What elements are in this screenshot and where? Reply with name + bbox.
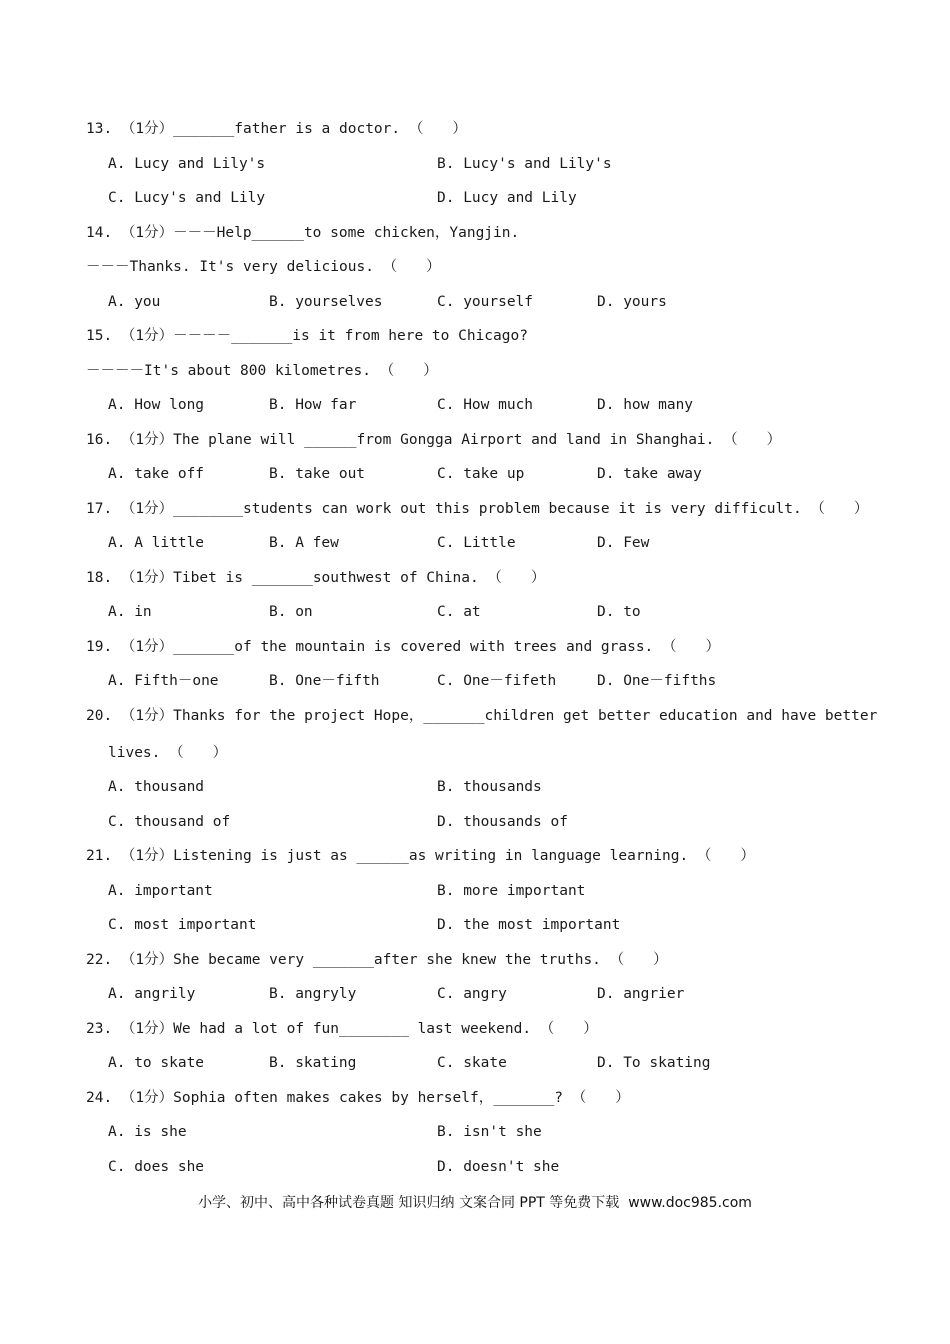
option-21-b: B. more important: [437, 883, 586, 899]
question-19: 19. （1分）_______of the mountain is covered with trees and grass. （ ）: [86, 639, 721, 655]
question-18: 18. （1分）Tibet is _______southwest of China. （ ）: [86, 570, 546, 586]
option-24-d: D. doesn't she: [437, 1159, 560, 1175]
option-19-a: A. Fifth－one: [108, 673, 219, 689]
option-13-a: A. Lucy and Lily's: [108, 156, 266, 172]
option-21-d: D. the most important: [437, 917, 621, 933]
option-16-c: C. take up: [437, 466, 525, 482]
option-22-a: A. angrily: [108, 986, 196, 1002]
option-19-c: C. One－fifeth: [437, 673, 557, 689]
option-17-a: A. A little: [108, 535, 205, 551]
question-22: 22. （1分）She became very _______after she knew the truths. （ ）: [86, 952, 668, 968]
question-13: 13. （1分）_______father is a doctor. （ ）: [86, 121, 467, 137]
option-20-c: C. thousand of: [108, 814, 231, 830]
option-22-c: C. angry: [437, 986, 507, 1002]
question-24: 24. （1分）Sophia often makes cakes by herself，_______? （ ）: [86, 1090, 630, 1106]
option-16-a: A. take off: [108, 466, 205, 482]
question-16: 16. （1分）The plane will ______from Gongga Airport and land in Shanghai. （ ）: [86, 432, 782, 448]
question-14-cont: －－－Thanks. It's very delicious. （ ）: [86, 259, 441, 275]
option-17-c: C. Little: [437, 535, 516, 551]
option-20-a: A. thousand: [108, 779, 205, 795]
option-24-b: B. isn't she: [437, 1124, 542, 1140]
option-14-d: D. yours: [597, 294, 667, 310]
option-23-d: D. To skating: [597, 1055, 711, 1071]
option-19-d: D. One－fifths: [597, 673, 717, 689]
footer-banner: 小学、初中、高中各种试卷真题 知识归纳 文案合同 PPT 等免费下载 www.doc985.com: [198, 1195, 752, 1211]
option-19-b: B. One－fifth: [269, 673, 380, 689]
option-15-b: B. How far: [269, 397, 357, 413]
question-17: 17. （1分）________students can work out this problem because it is very difficult. （ ）: [86, 501, 869, 517]
option-14-c: C. yourself: [437, 294, 534, 310]
option-13-b: B. Lucy's and Lily's: [437, 156, 612, 172]
option-24-c: C. does she: [108, 1159, 205, 1175]
option-17-b: B. A few: [269, 535, 339, 551]
question-15: 15. （1分）－－－－_______is it from here to Chicago?: [86, 328, 528, 344]
option-21-a: A. important: [108, 883, 213, 899]
option-14-a: A. you: [108, 294, 161, 310]
option-16-b: B. take out: [269, 466, 366, 482]
question-21: 21. （1分）Listening is just as ______as writing in language learning. （ ）: [86, 848, 755, 864]
option-16-d: D. take away: [597, 466, 702, 482]
option-22-d: D. angrier: [597, 986, 685, 1002]
question-20-cont: lives. （ ）: [108, 745, 228, 761]
option-18-a: A. in: [108, 604, 152, 620]
option-18-d: D. to: [597, 604, 641, 620]
option-23-a: A. to skate: [108, 1055, 205, 1071]
option-15-a: A. How long: [108, 397, 205, 413]
option-20-b: B. thousands: [437, 779, 542, 795]
question-23: 23. （1分）We had a lot of fun________ last weekend. （ ）: [86, 1021, 598, 1037]
option-15-c: C. How much: [437, 397, 534, 413]
option-13-c: C. Lucy's and Lily: [108, 190, 266, 206]
question-20: 20. （1分）Thanks for the project Hope，_______children get better education and have better: [86, 708, 878, 724]
option-15-d: D. how many: [597, 397, 694, 413]
option-14-b: B. yourselves: [269, 294, 383, 310]
option-18-c: C. at: [437, 604, 481, 620]
option-18-b: B. on: [269, 604, 313, 620]
option-13-d: D. Lucy and Lily: [437, 190, 577, 206]
option-17-d: D. Few: [597, 535, 650, 551]
question-14: 14. （1分）－－－Help______to some chicken，Yangjin.: [86, 225, 520, 241]
option-24-a: A. is she: [108, 1124, 187, 1140]
option-21-c: C. most important: [108, 917, 257, 933]
question-15-cont: －－－－It's about 800 kilometres. （ ）: [86, 363, 438, 379]
option-22-b: B. angryly: [269, 986, 357, 1002]
option-23-b: B. skating: [269, 1055, 357, 1071]
option-20-d: D. thousands of: [437, 814, 568, 830]
option-23-c: C. skate: [437, 1055, 507, 1071]
